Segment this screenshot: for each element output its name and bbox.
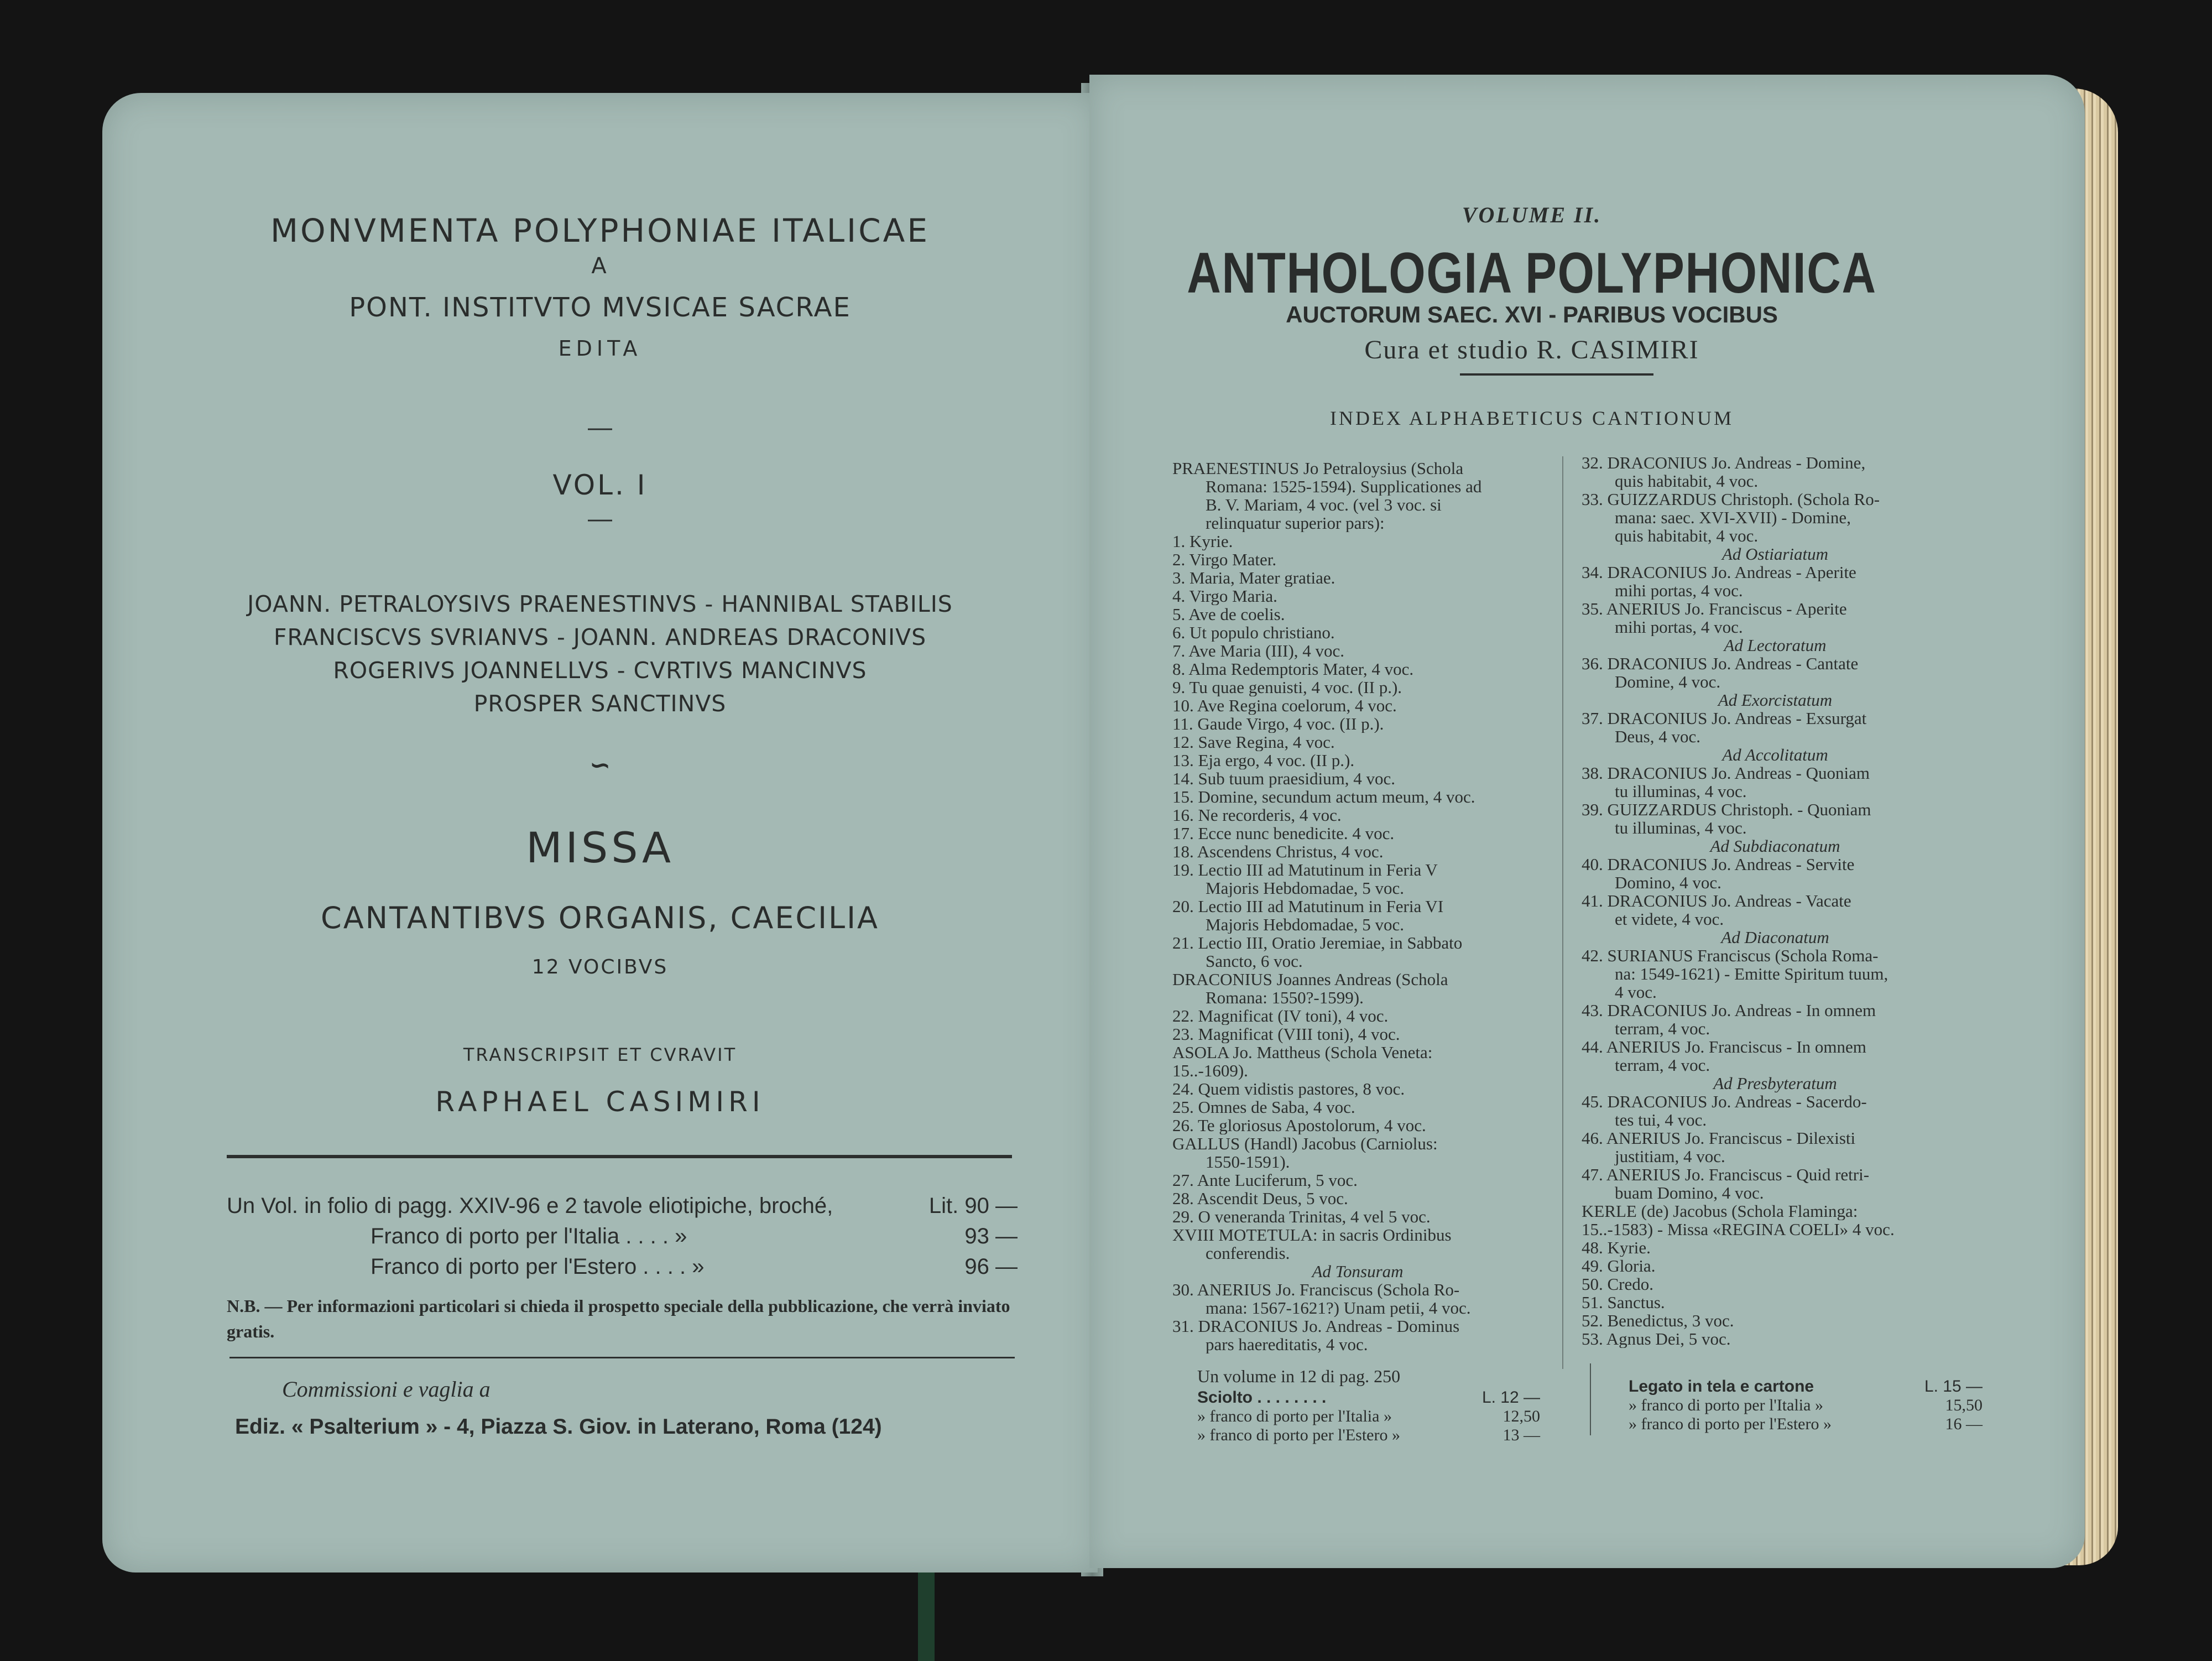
index-line: relinquatur superior pars):	[1206, 514, 1385, 532]
index-line: tu illuminas, 4 voc.	[1615, 782, 1747, 800]
price-value: 93 —	[964, 1224, 1018, 1248]
index-line: Ad Ostiariatum	[1721, 545, 1829, 563]
nb-note: N.B. — Per informazioni particolari si chieda il prospetto speciale della pubblicazione, che verrà inviato gratis.	[227, 1296, 1010, 1341]
index-line: 51. Sanctus.	[1582, 1293, 1665, 1311]
footer-left-prices	[1197, 1388, 1540, 1445]
index-line: 50. Credo.	[1582, 1275, 1654, 1293]
column-divider	[1562, 456, 1563, 1369]
price-row-3	[371, 1254, 1018, 1279]
price-value: Lit. 90 —	[928, 1194, 1018, 1218]
anthology-title: ANTHOLOGIA POLYPHONICA	[1187, 241, 1877, 305]
index-line: 15..-1609).	[1172, 1061, 1248, 1080]
index-line: 26. Te gloriosus Apostolorum, 4 voc.	[1172, 1116, 1426, 1134]
index-line: 27. Ante Luciferum, 5 voc.	[1172, 1171, 1358, 1189]
divider-rule-2	[229, 1357, 1015, 1358]
price-row-2	[371, 1224, 1018, 1249]
series-line-4: EDITA	[558, 336, 642, 361]
index-line: 13. Eja ergo, 4 voc. (II p.).	[1172, 751, 1355, 769]
footer-price-value: L. 15 —	[1924, 1377, 1983, 1396]
index-line: 45. DRACONIUS Jo. Andreas - Sacerdo-	[1582, 1092, 1867, 1111]
footer-price-row	[1197, 1426, 1540, 1445]
authors-line-1: JOANN. PETRALOYSIVS PRAENESTINVS - HANNIBAL STABILIS	[247, 591, 953, 617]
volume-label: VOLUME II.	[1462, 202, 1602, 227]
index-line: 23. Magnificat (VIII toni), 4 voc.	[1172, 1025, 1400, 1043]
index-line: B. V. Mariam, 4 voc. (vel 3 voc. si	[1206, 496, 1442, 514]
index-line: Romana: 1525-1594). Supplicationes ad	[1206, 477, 1482, 496]
index-line: 16. Ne recorderis, 4 voc.	[1172, 806, 1342, 824]
footer-price-desc: » franco di porto per l'Italia »	[1197, 1407, 1392, 1425]
index-line: 1550-1591).	[1206, 1153, 1290, 1171]
footer-price-value: 13 —	[1503, 1426, 1540, 1444]
volume-label: VOL. I	[552, 469, 648, 501]
index-line: 11. Gaude Virgo, 4 voc. (II p.).	[1172, 715, 1384, 733]
price-desc: Franco di porto per l'Estero . . . . »	[371, 1254, 705, 1279]
index-line: mana: 1567-1621?) Unam petii, 4 voc.	[1206, 1299, 1471, 1317]
index-line: 14. Sub tuum praesidium, 4 voc.	[1172, 769, 1395, 788]
divider-rule	[227, 1155, 1012, 1158]
index-line: 41. DRACONIUS Jo. Andreas - Vacate	[1582, 892, 1851, 910]
footer-volume-line: Un volume in 12 di pag. 250	[1197, 1366, 1401, 1386]
index-line: 15. Domine, secundum actum meum, 4 voc.	[1172, 788, 1475, 806]
footer-price-value: 16 —	[1945, 1415, 1983, 1433]
footer-price-desc: Sciolto . . . . . . . .	[1197, 1388, 1327, 1407]
authors-line-4: PROSPER SANCTINVS	[473, 690, 727, 717]
missa-title: MISSA	[526, 823, 674, 872]
dash-1: —	[588, 414, 612, 441]
footer-right-prices	[1629, 1377, 1983, 1434]
index-line: ASOLA Jo. Mattheus (Schola Veneta:	[1172, 1043, 1433, 1061]
index-line: quis habitabit, 4 voc.	[1615, 472, 1759, 490]
footer-price-row	[1629, 1377, 1983, 1396]
commissions-label: Commissioni e vaglia a	[282, 1377, 491, 1402]
authors-line-2: FRANCISCVS SVRIANVS - JOANN. ANDREAS DRACONIVS	[273, 624, 927, 650]
index-line: Romana: 1550?-1599).	[1206, 988, 1364, 1007]
index-line: 4. Virgo Maria.	[1172, 587, 1277, 605]
index-line: na: 1549-1621) - Emitte Spiritum tuum,	[1615, 965, 1888, 983]
index-line: 2. Virgo Mater.	[1172, 550, 1277, 569]
index-line: 49. Gloria.	[1582, 1257, 1656, 1275]
footer-price-row	[1197, 1407, 1540, 1426]
missa-subtitle: CANTANTIBVS ORGANIS, CAECILIA	[321, 900, 879, 935]
index-line: 37. DRACONIUS Jo. Andreas - Exsurgat	[1582, 709, 1867, 727]
index-line: mihi portas, 4 voc.	[1615, 618, 1743, 636]
ornament-swash: ∽	[589, 752, 611, 779]
footer-price-row	[1629, 1415, 1983, 1434]
index-line: 35. ANERIUS Jo. Franciscus - Aperite	[1582, 600, 1847, 618]
index-line: Domino, 4 voc.	[1615, 873, 1721, 892]
index-line: 52. Benedictus, 3 voc.	[1582, 1311, 1734, 1330]
index-line: 10. Ave Regina coelorum, 4 voc.	[1172, 696, 1397, 715]
index-line: Sancto, 6 voc.	[1206, 952, 1303, 970]
index-line: Majoris Hebdomadae, 5 voc.	[1206, 879, 1404, 897]
right-page	[1089, 75, 2085, 1568]
index-line: 53. Agnus Dei, 5 voc.	[1582, 1330, 1731, 1348]
index-line: 19. Lectio III ad Matutinum in Feria V	[1172, 861, 1438, 879]
index-line: mana: saec. XVI-XVII) - Domine,	[1615, 508, 1851, 527]
index-line: 8. Alma Redemptoris Mater, 4 voc.	[1172, 660, 1414, 678]
index-line: 9. Tu quae genuisti, 4 voc. (II p.).	[1172, 678, 1402, 696]
index-line: 38. DRACONIUS Jo. Andreas - Quoniam	[1582, 764, 1870, 782]
title-underline	[1460, 373, 1653, 376]
index-line: 7. Ave Maria (III), 4 voc.	[1172, 642, 1345, 660]
cura-line: Cura et studio R. CASIMIRI	[1364, 335, 1699, 365]
index-line: 25. Omnes de Saba, 4 voc.	[1172, 1098, 1355, 1116]
index-line: 33. GUIZZARDUS Christoph. (Schola Ro-	[1582, 490, 1880, 508]
index-line: Ad Lectoratum	[1724, 636, 1827, 654]
index-line: 42. SURIANUS Franciscus (Schola Roma-	[1582, 946, 1879, 965]
index-line: Ad Subdiaconatum	[1710, 837, 1840, 855]
index-line: KERLE (de) Jacobus (Schola Flaminga:	[1582, 1202, 1858, 1220]
index-line: 5. Ave de coelis.	[1172, 605, 1285, 623]
index-line: Ad Exorcistatum	[1718, 691, 1833, 709]
index-line: 20. Lectio III ad Matutinum in Feria VI	[1172, 897, 1444, 915]
dash-2: —	[588, 505, 612, 532]
index-line: 32. DRACONIUS Jo. Andreas - Domine,	[1582, 454, 1866, 472]
index-line: 46. ANERIUS Jo. Franciscus - Dilexisti	[1582, 1129, 1856, 1147]
left-page	[102, 93, 1098, 1573]
index-line: 24. Quem vidistis pastores, 8 voc.	[1172, 1080, 1405, 1098]
index-line: 22. Magnificat (IV toni), 4 voc.	[1172, 1007, 1389, 1025]
index-line: 30. ANERIUS Jo. Franciscus (Schola Ro-	[1172, 1280, 1460, 1299]
index-line: 21. Lectio III, Oratio Jeremiae, in Sabbato	[1172, 934, 1463, 952]
index-line: tes tui, 4 voc.	[1615, 1111, 1707, 1129]
index-line: 6. Ut populo christiano.	[1172, 623, 1335, 642]
footer-price-value: 12,50	[1503, 1407, 1540, 1425]
footer-divider	[1590, 1363, 1591, 1435]
index-line: Domine, 4 voc.	[1615, 673, 1721, 691]
index-line: DRACONIUS Joannes Andreas (Schola	[1172, 970, 1448, 988]
index-line: conferendis.	[1206, 1244, 1290, 1262]
index-line: Ad Accolitatum	[1722, 746, 1828, 764]
index-line: justitiam, 4 voc.	[1615, 1147, 1725, 1165]
series-line-1: MONVMENTA POLYPHONIAE ITALICAE	[270, 212, 930, 249]
index-line: 34. DRACONIUS Jo. Andreas - Aperite	[1582, 563, 1856, 581]
index-line: Majoris Hebdomadae, 5 voc.	[1206, 915, 1404, 934]
series-line-2: A	[591, 253, 609, 279]
index-line: buam Domino, 4 voc.	[1615, 1184, 1764, 1202]
index-line: Deus, 4 voc.	[1615, 727, 1700, 746]
index-line: 40. DRACONIUS Jo. Andreas - Servite	[1582, 855, 1855, 873]
index-line: Ad Tonsuram	[1312, 1262, 1404, 1280]
index-line: mihi portas, 4 voc.	[1615, 581, 1743, 600]
index-line: 44. ANERIUS Jo. Franciscus - In omnem	[1582, 1038, 1866, 1056]
index-line: terram, 4 voc.	[1615, 1056, 1710, 1074]
index-line: 17. Ecce nunc benedicite. 4 voc.	[1172, 824, 1395, 842]
bookmark-ribbon	[918, 1565, 935, 1661]
index-line: 48. Kyrie.	[1582, 1238, 1651, 1257]
footer-price-value: L. 12 —	[1481, 1388, 1540, 1407]
publisher-address: Ediz. « Psalterium » - 4, Piazza S. Giov. in Laterano, Roma (124)	[235, 1415, 882, 1439]
index-line: pars haereditatis, 4 voc.	[1206, 1335, 1368, 1353]
editor-name: RAPHAEL CASIMIRI	[435, 1086, 765, 1118]
voices-label: 12 VOCIBVS	[531, 956, 669, 978]
index-line: 39. GUIZZARDUS Christoph. - Quoniam	[1582, 800, 1871, 819]
index-line: XVIII MOTETULA: in sacris Ordinibus	[1172, 1226, 1452, 1244]
index-line: 43. DRACONIUS Jo. Andreas - In omnem	[1582, 1001, 1876, 1019]
index-line: 31. DRACONIUS Jo. Andreas - Dominus	[1172, 1317, 1460, 1335]
footer-price-desc: » franco di porto per l'Estero »	[1629, 1415, 1832, 1433]
index-line: 29. O veneranda Trinitas, 4 vel 5 voc.	[1172, 1207, 1431, 1226]
footer-price-desc: Legato in tela e cartone	[1629, 1377, 1814, 1396]
anthology-subtitle: AUCTORUM SAEC. XVI - PARIBUS VOCIBUS	[1286, 301, 1778, 327]
index-line: 1. Kyrie.	[1172, 532, 1233, 550]
index-column-left	[1172, 459, 1543, 1353]
price-desc: Un Vol. in folio di pagg. XXIV-96 e 2 tavole eliotipiche, broché,	[227, 1194, 833, 1218]
index-line: 36. DRACONIUS Jo. Andreas - Cantate	[1582, 654, 1859, 673]
footer-price-row	[1197, 1388, 1540, 1407]
index-line: PRAENESTINUS Jo Petraloysius (Schola	[1172, 459, 1464, 477]
index-line: 4 voc.	[1615, 983, 1657, 1001]
index-column-right	[1582, 454, 1969, 1348]
authors-line-3: ROGERIVS JOANNELLVS - CVRTIVS MANCINVS	[333, 657, 867, 684]
price-desc: Franco di porto per l'Italia . . . . »	[371, 1224, 687, 1248]
index-title: INDEX ALPHABETICUS CANTIONUM	[1330, 407, 1734, 429]
index-line: quis habitabit, 4 voc.	[1615, 527, 1759, 545]
index-line: tu illuminas, 4 voc.	[1615, 819, 1747, 837]
index-line: et videte, 4 voc.	[1615, 910, 1724, 928]
index-line: 28. Ascendit Deus, 5 voc.	[1172, 1189, 1348, 1207]
price-value: 96 —	[964, 1254, 1018, 1279]
index-line: Ad Presbyteratum	[1713, 1074, 1837, 1092]
footer-price-value: 15,50	[1945, 1396, 1983, 1414]
index-line: terram, 4 voc.	[1615, 1019, 1710, 1038]
transcribed-label: TRANSCRIPSIT ET CVRAVIT	[463, 1044, 737, 1065]
price-row-1	[227, 1194, 1018, 1219]
index-line: 15..-1583) - Missa «REGINA COELI» 4 voc.	[1582, 1220, 1895, 1238]
series-line-3: PONT. INSTITVTO MVSICAE SACRAE	[349, 292, 851, 323]
footer-price-desc: » franco di porto per l'Estero »	[1197, 1426, 1400, 1444]
footer-price-desc: » franco di porto per l'Italia »	[1629, 1396, 1823, 1414]
index-line: 18. Ascendens Christus, 4 voc.	[1172, 842, 1384, 861]
index-line: 12. Save Regina, 4 voc.	[1172, 733, 1335, 751]
index-line: GALLUS (Handl) Jacobus (Carniolus:	[1172, 1134, 1438, 1153]
index-line: Ad Diaconatum	[1721, 928, 1829, 946]
index-line: 47. ANERIUS Jo. Franciscus - Quid retri-	[1582, 1165, 1870, 1184]
footer-price-row	[1629, 1396, 1983, 1415]
index-line: 3. Maria, Mater gratiae.	[1172, 569, 1335, 587]
